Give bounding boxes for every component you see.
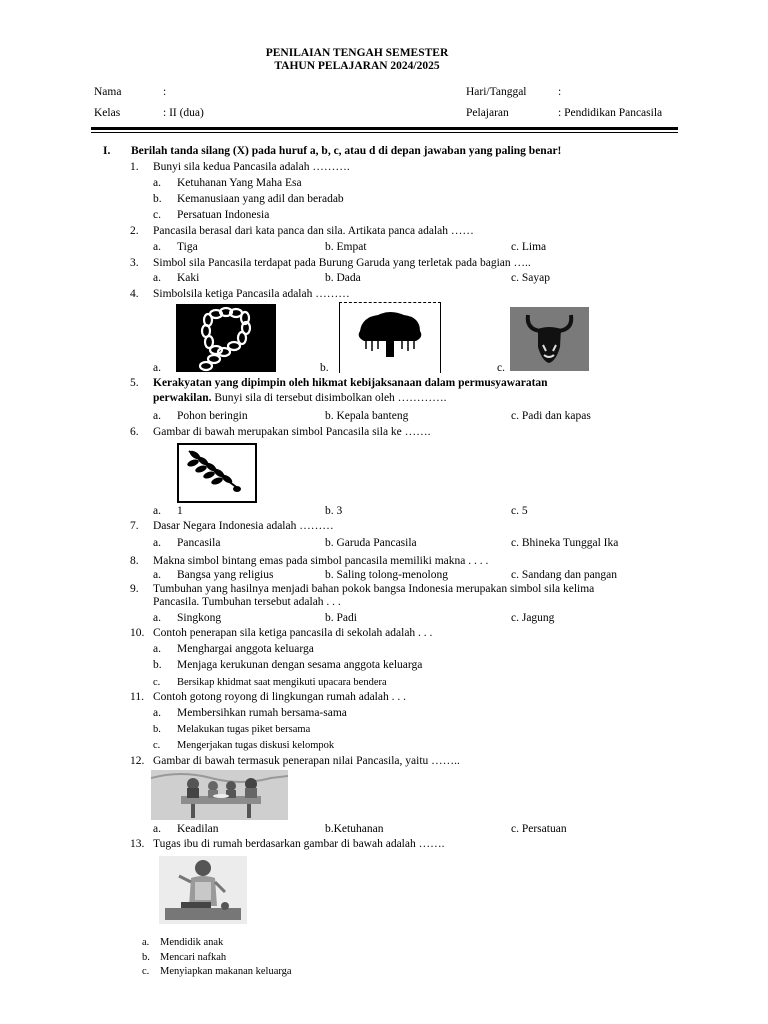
q4-text: Simbolsila ketiga Pancasila adalah ……… <box>153 288 350 300</box>
q8-number: 8. <box>130 555 139 567</box>
q11-b-letter: b. <box>153 724 161 735</box>
q1-text: Bunyi sila kedua Pancasila adalah ………. <box>153 161 350 173</box>
q5-a-letter: a. <box>153 410 161 422</box>
q3-number: 3. <box>130 257 139 269</box>
q10-b: Menjaga kerukunan dengan sesama anggota keluarga <box>177 659 423 671</box>
q5-text-rest: Bunyi sila di tersebut disimbolkan oleh …………. <box>211 392 447 404</box>
q13-number: 13. <box>130 838 145 850</box>
pelajaran-label: Pelajaran <box>466 107 509 119</box>
q10-number: 10. <box>130 627 145 639</box>
q3-c: c. Sayap <box>511 272 550 284</box>
q9-a: Singkong <box>177 612 222 624</box>
banyan-tree-image <box>339 302 441 373</box>
q11-c-letter: c. <box>153 740 161 751</box>
q8-a-letter: a. <box>153 569 161 581</box>
q8-text: Makna simbol bintang emas pada simbol pancasila memiliki makna . . . . <box>153 555 489 567</box>
q6-b: b. 3 <box>325 505 343 517</box>
q13-a: Mendidik anak <box>160 937 224 948</box>
q13-c: Menyiapkan makanan keluarga <box>160 966 292 977</box>
exam-title: PENILAIAN TENGAH SEMESTER <box>265 47 449 59</box>
kelas-value: : II (dua) <box>163 107 204 119</box>
q4-a-letter: a. <box>153 362 161 374</box>
q13-text: Tugas ibu di rumah berdasarkan gambar di bawah adalah ……. <box>153 838 445 850</box>
q8-c: c. Sandang dan pangan <box>511 569 618 581</box>
q13-b-letter: b. <box>142 952 150 963</box>
q7-text: Dasar Negara Indonesia adalah ……… <box>153 520 334 532</box>
q12-c: c. Persatuan <box>511 823 567 835</box>
q11-text: Contoh gotong royong di lingkungan rumah adalah . . . <box>153 691 406 703</box>
q1-c-letter: c. <box>153 209 161 221</box>
q1-b-letter: b. <box>153 193 162 205</box>
q11-c: Mengerjakan tugas diskusi kelompok <box>177 740 335 751</box>
q7-number: 7. <box>130 520 139 532</box>
q11-b: Melakukan tugas piket bersama <box>177 724 311 735</box>
q6-a-letter: a. <box>153 505 161 517</box>
q12-a-letter: a. <box>153 823 161 835</box>
q2-b: b. Empat <box>325 241 367 253</box>
q10-b-letter: b. <box>153 659 162 671</box>
q12-b: b.Ketuhanan <box>325 823 384 835</box>
q1-b: Kemanusiaan yang adil dan beradab <box>177 193 344 205</box>
q2-c: c. Lima <box>511 241 547 253</box>
q3-text: Simbol sila Pancasila terdapat pada Burung Garuda yang terletak pada bagian ….. <box>153 257 531 269</box>
rice-cotton-image <box>177 443 257 503</box>
kelas-label: Kelas <box>94 107 121 119</box>
q11-number: 11. <box>130 691 144 703</box>
bull-head-image <box>510 307 589 371</box>
q10-a: Menghargai anggota keluarga <box>177 643 314 655</box>
hari-label: Hari/Tanggal <box>466 86 527 98</box>
hari-value: : <box>558 86 562 98</box>
q12-number: 12. <box>130 755 145 767</box>
q13-a-letter: a. <box>142 937 150 948</box>
q2-number: 2. <box>130 225 139 237</box>
section-instruction: Berilah tanda silang (X) pada huruf a, b, c, atau d di depan jawaban yang paling benar! <box>131 145 562 157</box>
nama-value: : <box>163 86 167 98</box>
section-number: I. <box>103 145 111 157</box>
q1-c: Persatuan Indonesia <box>177 209 270 221</box>
q5-b: b. Kepala banteng <box>325 410 409 422</box>
q8-a: Bangsa yang religius <box>177 569 274 581</box>
header-divider-thin <box>91 132 678 133</box>
q5-text-bold: perwakilan. <box>153 392 212 404</box>
q1-a-letter: a. <box>153 177 161 189</box>
q5-c: c. Padi dan kapas <box>511 410 591 422</box>
q3-a: Kaki <box>177 272 200 284</box>
header-divider <box>91 127 678 130</box>
q9-b: b. Padi <box>325 612 357 624</box>
q4-number: 4. <box>130 288 139 300</box>
q6-number: 6. <box>130 426 139 438</box>
q10-c: Bersikap khidmat saat mengikuti upacara bendera <box>177 677 387 688</box>
q2-text: Pancasila berasal dari kata panca dan sila. Artikata panca adalah …… <box>153 225 474 237</box>
q7-a-letter: a. <box>153 537 161 549</box>
q10-a-letter: a. <box>153 643 161 655</box>
q9-text-line2: Pancasila. Tumbuhan tersebut adalah . . . <box>153 596 341 608</box>
q7-b: b. Garuda Pancasila <box>325 537 417 549</box>
q7-c: c. Bhineka Tunggal Ika <box>511 537 619 549</box>
q5-text-line1: Kerakyatan yang dipimpin oleh hikmat kebijaksanaan dalam permusyawaratan <box>153 377 548 389</box>
q9-text-line1: Tumbuhan yang hasilnya menjadi bahan pokok bangsa Indonesia merupakan simbol sila kelima <box>153 583 595 595</box>
family-meal-image <box>151 770 288 820</box>
q7-a: Pancasila <box>177 537 221 549</box>
q1-a: Ketuhanan Yang Maha Esa <box>177 177 302 189</box>
q3-b: b. Dada <box>325 272 361 284</box>
q6-c: c. 5 <box>511 505 528 517</box>
q6-text: Gambar di bawah merupakan simbol Pancasila sila ke ……. <box>153 426 431 438</box>
q8-b: b. Saling tolong-menolong <box>325 569 448 581</box>
nama-label: Nama <box>94 86 122 98</box>
q9-number: 9. <box>130 583 139 595</box>
q5-text-line2 <box>153 392 447 404</box>
q12-a: Keadilan <box>177 823 219 835</box>
q2-a-letter: a. <box>153 241 161 253</box>
q4-b-letter: b. <box>320 362 329 374</box>
q11-a: Membersihkan rumah bersama-sama <box>177 707 347 719</box>
q4-c-letter: c. <box>497 362 505 374</box>
q10-c-letter: c. <box>153 677 161 688</box>
q6-a: 1 <box>177 505 183 517</box>
pelajaran-value: : Pendidikan Pancasila <box>558 107 663 119</box>
q5-number: 5. <box>130 377 139 389</box>
q11-a-letter: a. <box>153 707 161 719</box>
q1-number: 1. <box>130 161 139 173</box>
q5-a: Pohon beringin <box>177 410 248 422</box>
q12-text: Gambar di bawah termasuk penerapan nilai Pancasila, yaitu …….. <box>153 755 460 767</box>
q9-c: c. Jagung <box>511 612 555 624</box>
q13-b: Mencari nafkah <box>160 952 227 963</box>
q10-text: Contoh penerapan sila ketiga pancasila di sekolah adalah . . . <box>153 627 433 639</box>
mother-cooking-image <box>159 856 247 924</box>
q9-a-letter: a. <box>153 612 161 624</box>
q13-c-letter: c. <box>142 966 150 977</box>
exam-year: TAHUN PELAJARAN 2024/2025 <box>274 60 440 72</box>
q2-a: Tiga <box>177 241 198 253</box>
q3-a-letter: a. <box>153 272 161 284</box>
chain-symbol-image <box>176 304 276 372</box>
